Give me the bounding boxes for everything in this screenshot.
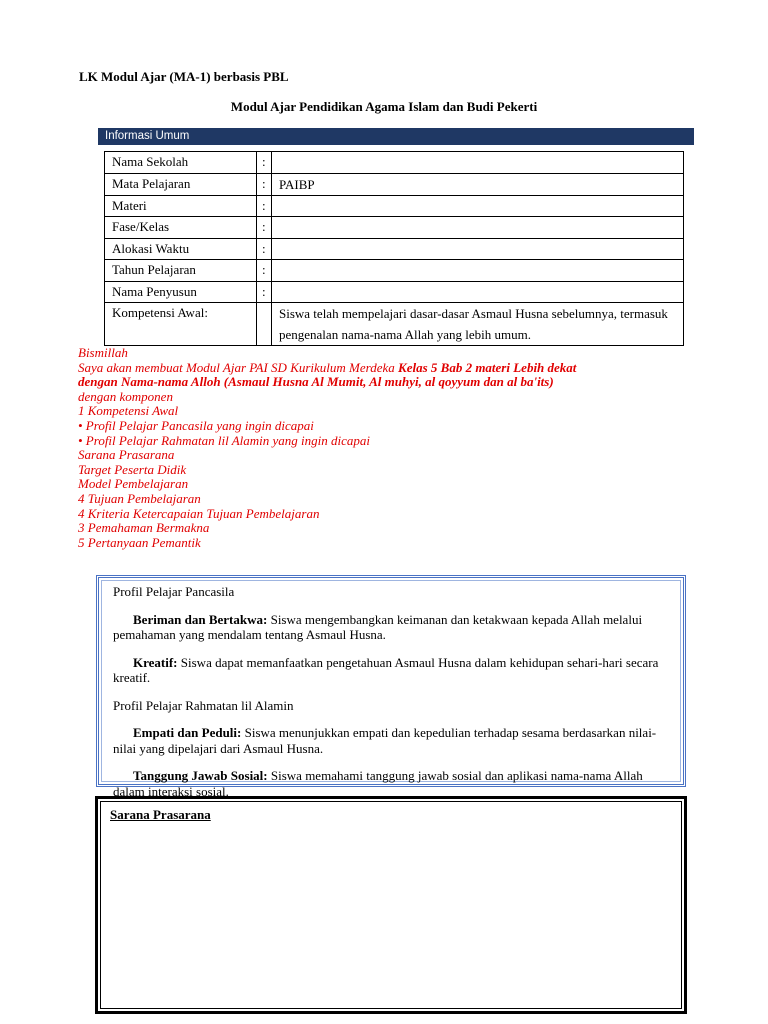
profil-heading: Profil Pelajar Pancasila <box>113 584 235 599</box>
profil-paragraph <box>113 725 668 756</box>
row-colon: : <box>257 238 272 260</box>
row-colon <box>257 303 272 346</box>
row-value[interactable]: PAIBP <box>272 173 684 195</box>
prompt-line <box>78 361 688 376</box>
document-title: LK Modul Ajar (MA-1) berbasis PBL <box>79 69 289 84</box>
list-item: Model Pembelajaran <box>78 476 189 492</box>
profil-pelajar-content <box>113 584 668 811</box>
info-table <box>104 151 684 346</box>
table-row <box>105 260 684 282</box>
list-item: dengan komponen <box>78 388 173 404</box>
profil-term: Beriman dan Bertakwa: <box>133 611 268 627</box>
list-item: 4 Tujuan Pembelajaran <box>78 490 201 506</box>
row-value[interactable] <box>272 281 684 303</box>
row-colon: : <box>257 260 272 282</box>
list-item: Target Peserta Didik <box>78 461 187 477</box>
table-row <box>105 303 684 346</box>
row-label: Nama Penyusun <box>105 281 257 303</box>
list-item: 3 Pemahaman Bermakna <box>78 520 210 536</box>
document-subtitle: Modul Ajar Pendidikan Agama Islam dan Budi Pekerti <box>230 99 538 114</box>
row-label: Tahun Pelajaran <box>105 260 257 282</box>
list-item: Sarana Prasarana <box>78 447 175 463</box>
profil-description: Siswa menunjukkan empati dan kepedulian terhadap sesama berdasarkan nilai-nilai yang dipelajari dari Asmaul Husna. <box>113 725 657 756</box>
table-row <box>105 173 684 195</box>
list-item: 1 Kompetensi Awal <box>78 403 179 419</box>
row-label: Nama Sekolah <box>105 152 257 174</box>
profil-term: Empati dan Peduli: <box>133 725 242 740</box>
profil-paragraph <box>113 612 668 643</box>
list-item: • Profil Pelajar Pancasila yang ingin dicapai <box>78 417 314 433</box>
table-row <box>105 281 684 303</box>
row-label: Materi <box>105 195 257 217</box>
profil-paragraph <box>113 768 668 799</box>
profil-paragraph <box>113 655 668 686</box>
profil-term: Tanggung Jawab Sosial: <box>133 768 268 783</box>
profil-description: Siswa dapat memanfaatkan pengetahuan Asmaul Husna dalam kehidupan sehari-hari secara kreatif. <box>113 654 659 685</box>
row-colon: : <box>257 152 272 174</box>
row-value[interactable] <box>272 152 684 174</box>
row-colon: : <box>257 217 272 239</box>
row-colon: : <box>257 195 272 217</box>
profil-pelajar-box <box>96 575 686 799</box>
sarana-prasarana-box <box>95 796 687 1014</box>
row-value-kompetensi-awal[interactable]: Siswa telah mempelajari dasar-dasar Asmaul Husna sebelumnya, termasuk pengenalan nama-nama Allah yang lebih umum. <box>272 303 684 346</box>
sarana-prasarana-title: Sarana Prasarana <box>110 807 211 822</box>
table-row <box>105 152 684 174</box>
profil-heading: Profil Pelajar Rahmatan lil Alamin <box>113 697 294 713</box>
row-value[interactable] <box>272 260 684 282</box>
section-bar-informasi-umum: Informasi Umum <box>98 128 694 145</box>
row-label: Fase/Kelas <box>105 217 257 239</box>
row-value[interactable] <box>272 195 684 217</box>
list-item: 4 Kriteria Ketercapaian Tujuan Pembelajaran <box>78 505 320 521</box>
prompt-text-block <box>78 346 688 550</box>
list-item: 5 Pertanyaan Pemantik <box>78 534 201 550</box>
prompt-line-normal: Saya akan membuat Modul Ajar PAI SD Kurikulum Merdeka <box>78 359 399 375</box>
table-row <box>105 217 684 239</box>
table-row <box>105 238 684 260</box>
prompt-line-bold: Kelas 5 Bab 2 materi Lebih dekat <box>398 359 577 375</box>
row-colon: : <box>257 281 272 303</box>
row-value[interactable] <box>272 238 684 260</box>
profil-description: Siswa memahami tanggung jawab sosial dan aplikasi nama-nama Allah dalam interaksi sosial. <box>113 768 643 799</box>
list-item: • Profil Pelajar Rahmatan lil Alamin yang ingin dicapai <box>78 432 370 448</box>
table-row <box>105 195 684 217</box>
row-label: Kompetensi Awal: <box>105 303 257 346</box>
row-value[interactable] <box>272 217 684 239</box>
profil-term: Kreatif: <box>133 654 178 670</box>
row-label: Alokasi Waktu <box>105 238 257 260</box>
prompt-line-bold: dengan Nama-nama Alloh (Asmaul Husna Al Mumit, Al muhyi, al qoyyum dan al ba'its) <box>78 374 554 390</box>
prompt-line: Bismillah <box>78 345 128 360</box>
row-colon: : <box>257 173 272 195</box>
profil-description: Siswa mengembangkan keimanan dan ketakwaan kepada Allah melalui pemahaman yang mendalam tentang Asmaul Husna. <box>113 611 643 642</box>
row-label: Mata Pelajaran <box>105 173 257 195</box>
